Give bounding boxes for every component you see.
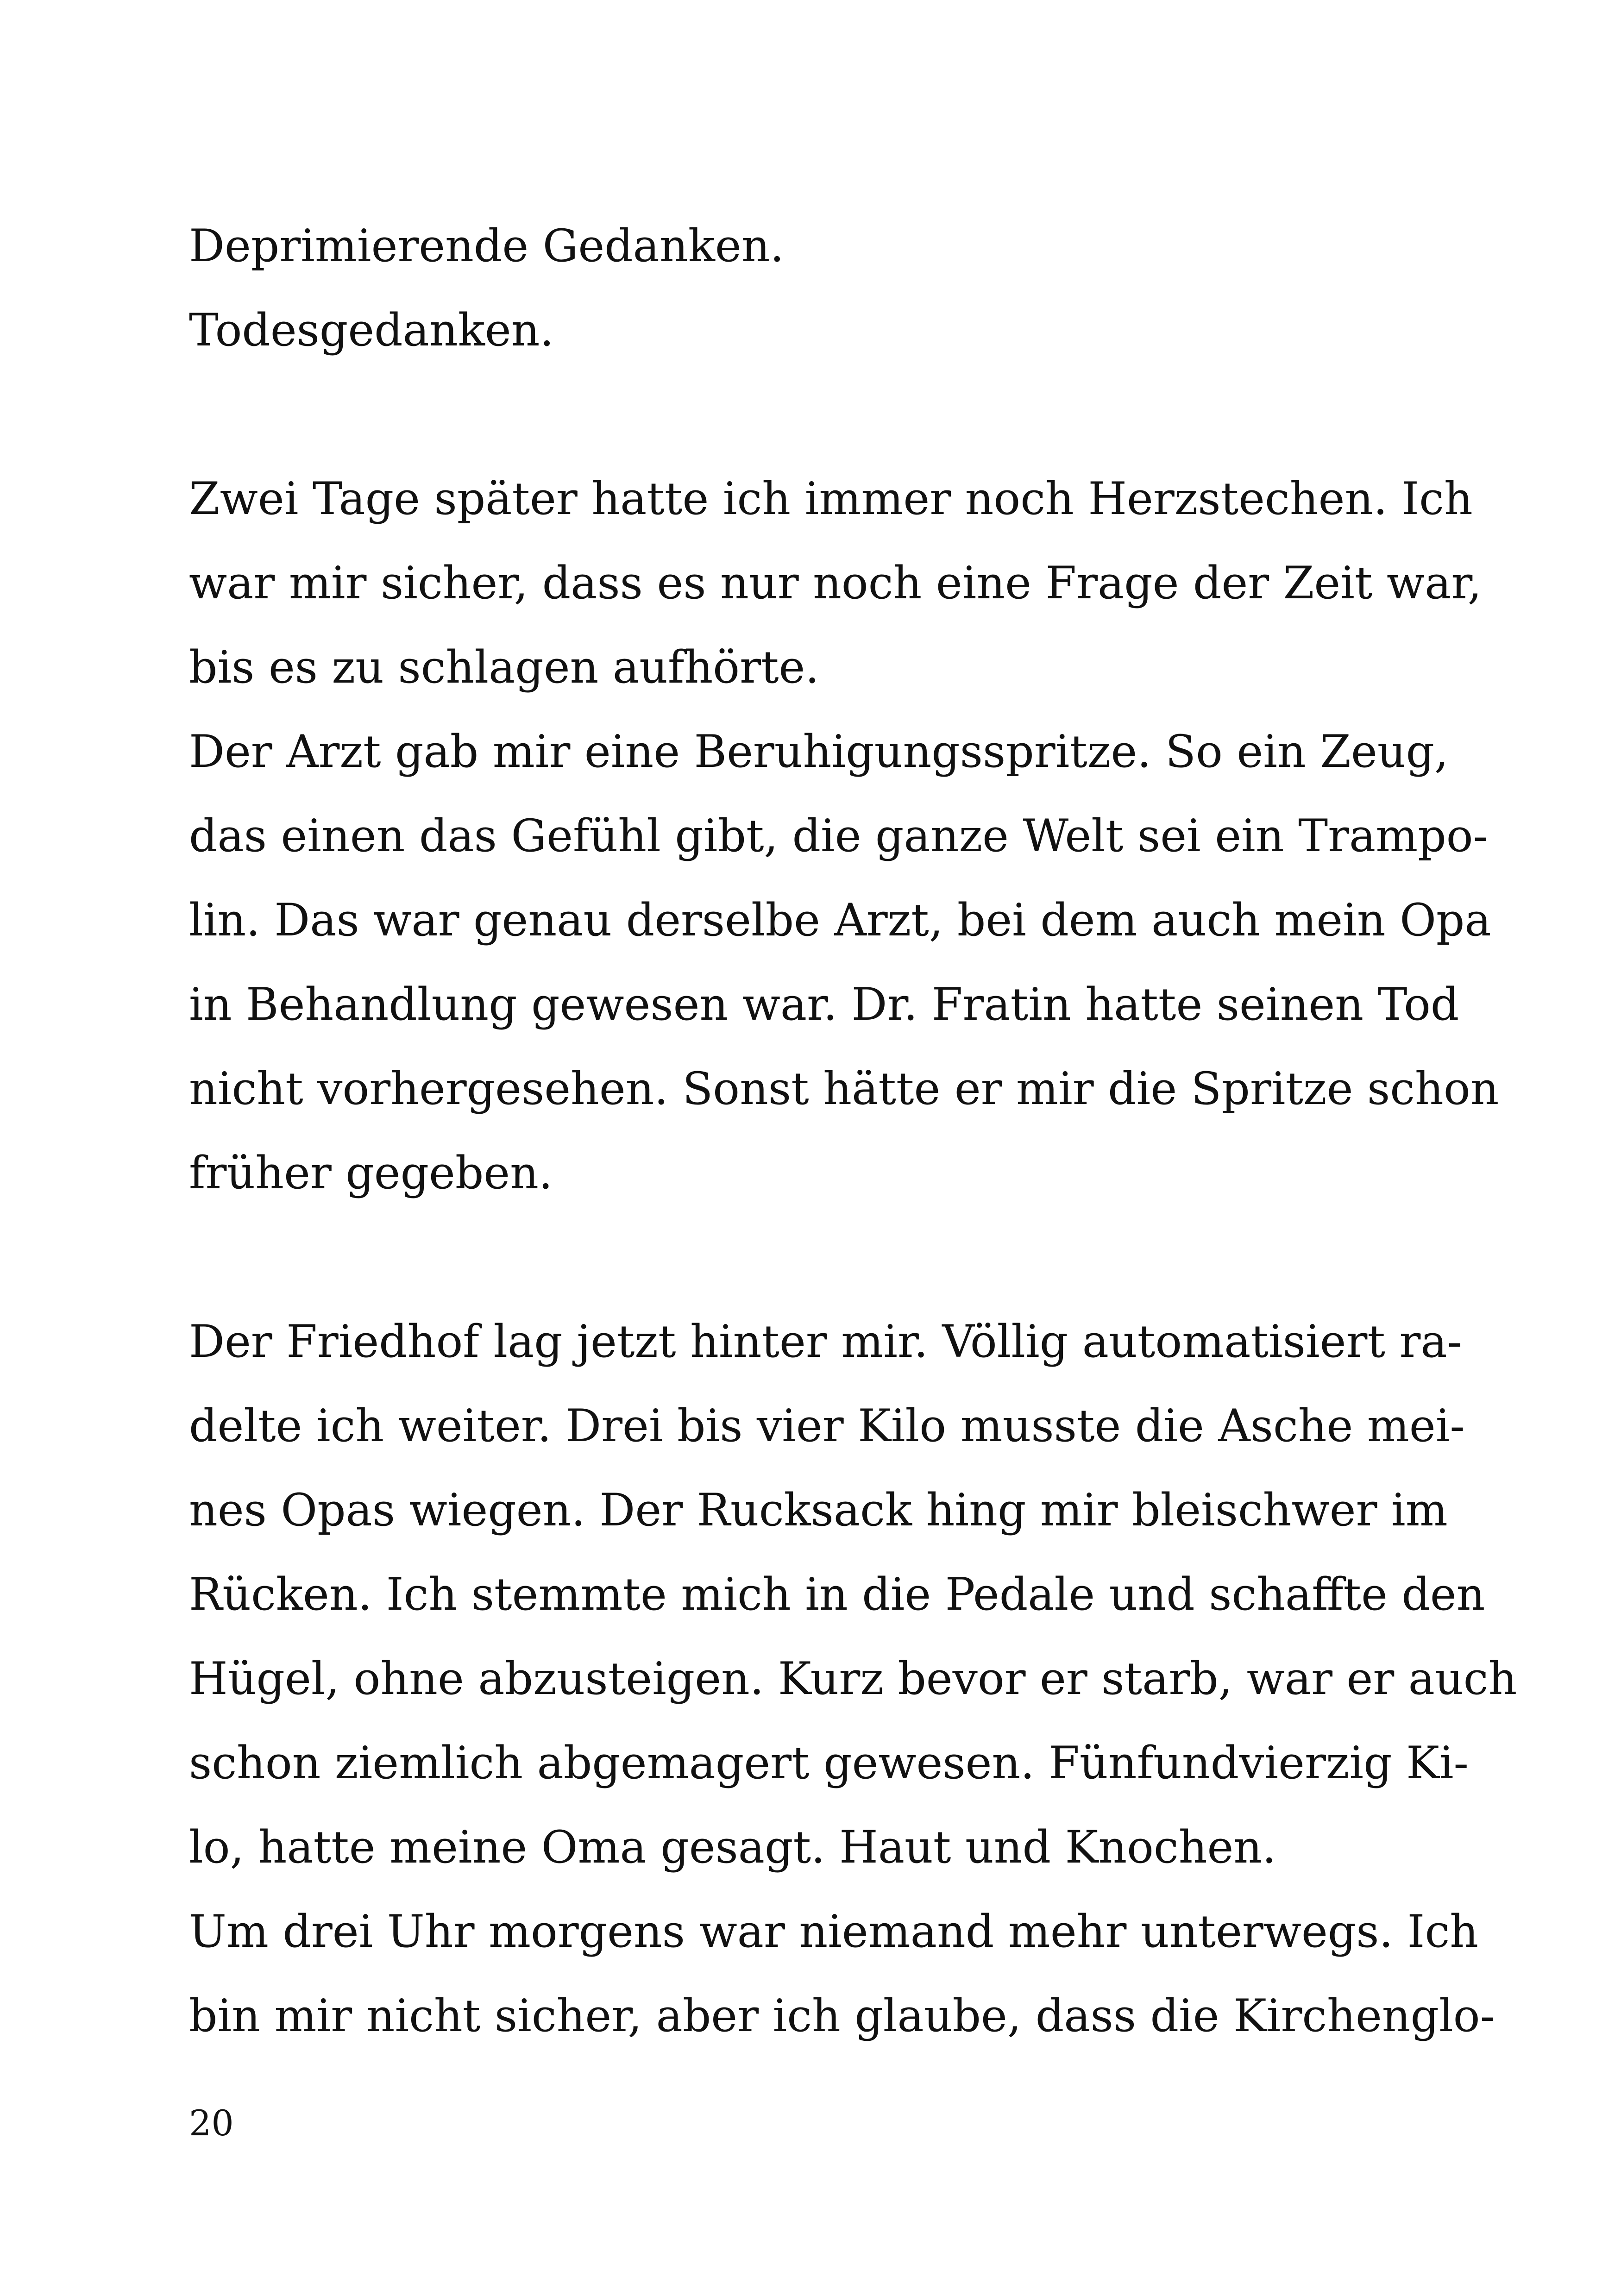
page-number: 20 xyxy=(189,2102,234,2144)
text-line: war mir sicher, dass es nur noch eine Frage der Zeit war, xyxy=(189,557,1482,609)
text-line: lin. Das war genau derselbe Arzt, bei dem auch mein Opa xyxy=(189,894,1491,946)
text-line: Rücken. Ich stemmte mich in die Pedale und schaffte den xyxy=(189,1568,1485,1620)
text-line: Zwei Tage später hatte ich immer noch Herzstechen. Ich xyxy=(189,473,1473,525)
text-line: nes Opas wiegen. Der Rucksack hing mir bleischwer im xyxy=(189,1484,1448,1536)
text-line: Hügel, ohne abzusteigen. Kurz bevor er starb, war er auch xyxy=(189,1653,1517,1705)
text-line: schon ziemlich abgemagert gewesen. Fünfundvierzig Ki- xyxy=(189,1737,1469,1789)
text-line: nicht vorhergesehen. Sonst hätte er mir die Spritze schon xyxy=(189,1063,1499,1115)
text-line: in Behandlung gewesen war. Dr. Fratin hatte seinen Tod xyxy=(189,979,1459,1030)
text-line: früher gegeben. xyxy=(189,1147,553,1199)
text-line: Der Friedhof lag jetzt hinter mir. Völlig automatisiert ra- xyxy=(189,1316,1463,1368)
text-line: delte ich weiter. Drei bis vier Kilo musste die Asche mei- xyxy=(189,1400,1465,1452)
text-line: Todesgedanken. xyxy=(189,304,554,356)
text-line: Der Arzt gab mir eine Beruhigungsspritze. So ein Zeug, xyxy=(189,726,1449,778)
paragraph-break xyxy=(189,372,1393,457)
text-line: bis es zu schlagen aufhörte. xyxy=(189,641,819,693)
body-text xyxy=(189,204,1517,2058)
text-line: das einen das Gefühl gibt, die ganze Welt sei ein Trampo- xyxy=(189,810,1488,862)
text-line: Deprimierende Gedanken. xyxy=(189,220,785,272)
text-line: Um drei Uhr morgens war niemand mehr unterwegs. Ich xyxy=(189,1906,1479,1957)
text-line: lo, hatte meine Oma gesagt. Haut und Knochen. xyxy=(189,1821,1276,1873)
paragraph-break xyxy=(189,1215,1393,1299)
text-line: bin mir nicht sicher, aber ich glaube, dass die Kirchenglo- xyxy=(189,1990,1495,2042)
